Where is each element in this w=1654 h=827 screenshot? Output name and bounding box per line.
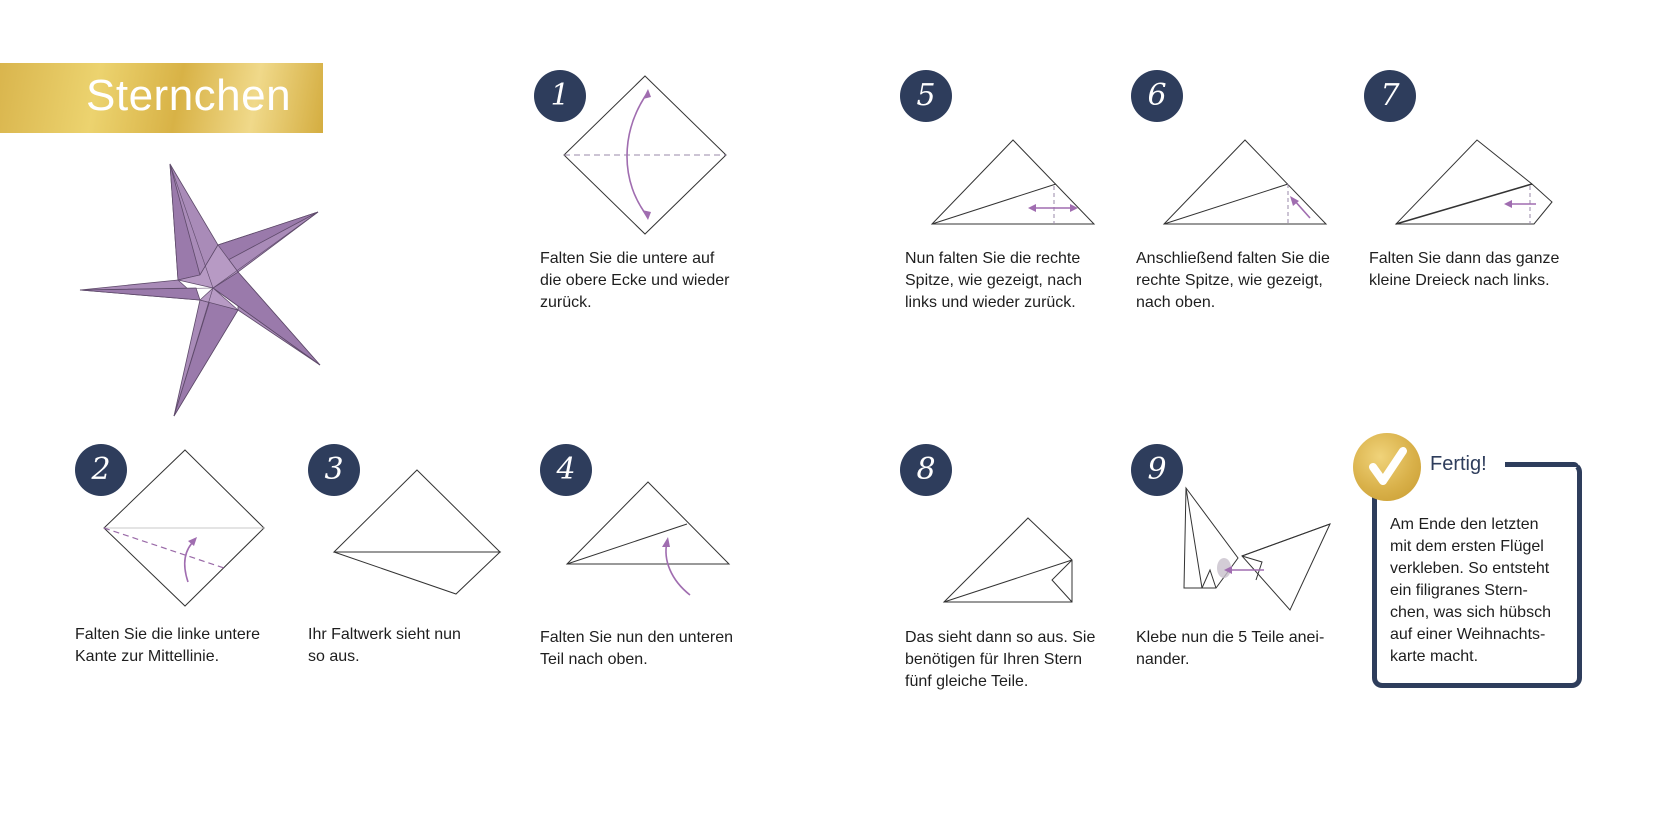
step-7-diagram	[1392, 138, 1562, 228]
step-number-7: 7	[1364, 70, 1416, 122]
step-9-diagram	[1180, 484, 1340, 614]
step-2-caption: Falten Sie die linke untere Kante zur Mittellinie.	[75, 626, 260, 665]
finished-star-illustration	[78, 160, 328, 420]
page-title: Sternchen	[86, 71, 292, 120]
step-number-6: 6	[1131, 70, 1183, 122]
step-1-caption: Falten Sie die untere auf die obere Ecke und wieder zurück.	[540, 250, 730, 311]
step-number-4: 4	[540, 444, 592, 496]
step-number-8: 8	[900, 444, 952, 496]
step-number-5: 5	[900, 70, 952, 122]
step-5-caption: Nun falten Sie die rechte Spitze, wie gezeigt, nach links und wieder zurück.	[905, 250, 1082, 311]
step-3-caption: Ihr Faltwerk sieht nun so aus.	[308, 626, 461, 665]
checkmark-icon	[1353, 433, 1421, 501]
step-number-2: 2	[75, 444, 127, 496]
done-label: Fertig!	[1430, 453, 1487, 475]
step-5-diagram	[928, 138, 1098, 228]
step-7-caption: Falten Sie dann das ganze kleine Dreieck nach links.	[1369, 250, 1560, 289]
step-4-caption: Falten Sie nun den unteren Teil nach oben.	[540, 629, 734, 668]
done-text: Am Ende den letzten mit dem ersten Flügel verkleben. So entsteht ein filigranes Stern- chen, was sich hübsch auf einer Weihnachts- karte macht.	[1390, 516, 1551, 665]
step-8-diagram	[940, 516, 1080, 606]
step-3-diagram	[330, 468, 505, 598]
step-number-9: 9	[1131, 444, 1183, 496]
step-1-diagram	[560, 72, 730, 237]
step-6-caption: Anschließend falten Sie die rechte Spitze, wie gezeigt, nach oben.	[1136, 250, 1330, 311]
step-number-3: 3	[308, 444, 360, 496]
done-box-border-top	[1505, 462, 1579, 467]
step-2-diagram	[100, 446, 270, 611]
step-8-caption: Das sieht dann so aus. Sie benötigen für Ihren Stern fünf gleiche Teile.	[905, 629, 1096, 690]
step-4-diagram	[563, 480, 738, 605]
step-9-caption: Klebe nun die 5 Teile anei- nander.	[1136, 629, 1325, 668]
title-banner	[0, 63, 323, 133]
step-6-diagram	[1160, 138, 1330, 228]
step-number-1: 1	[534, 70, 586, 122]
